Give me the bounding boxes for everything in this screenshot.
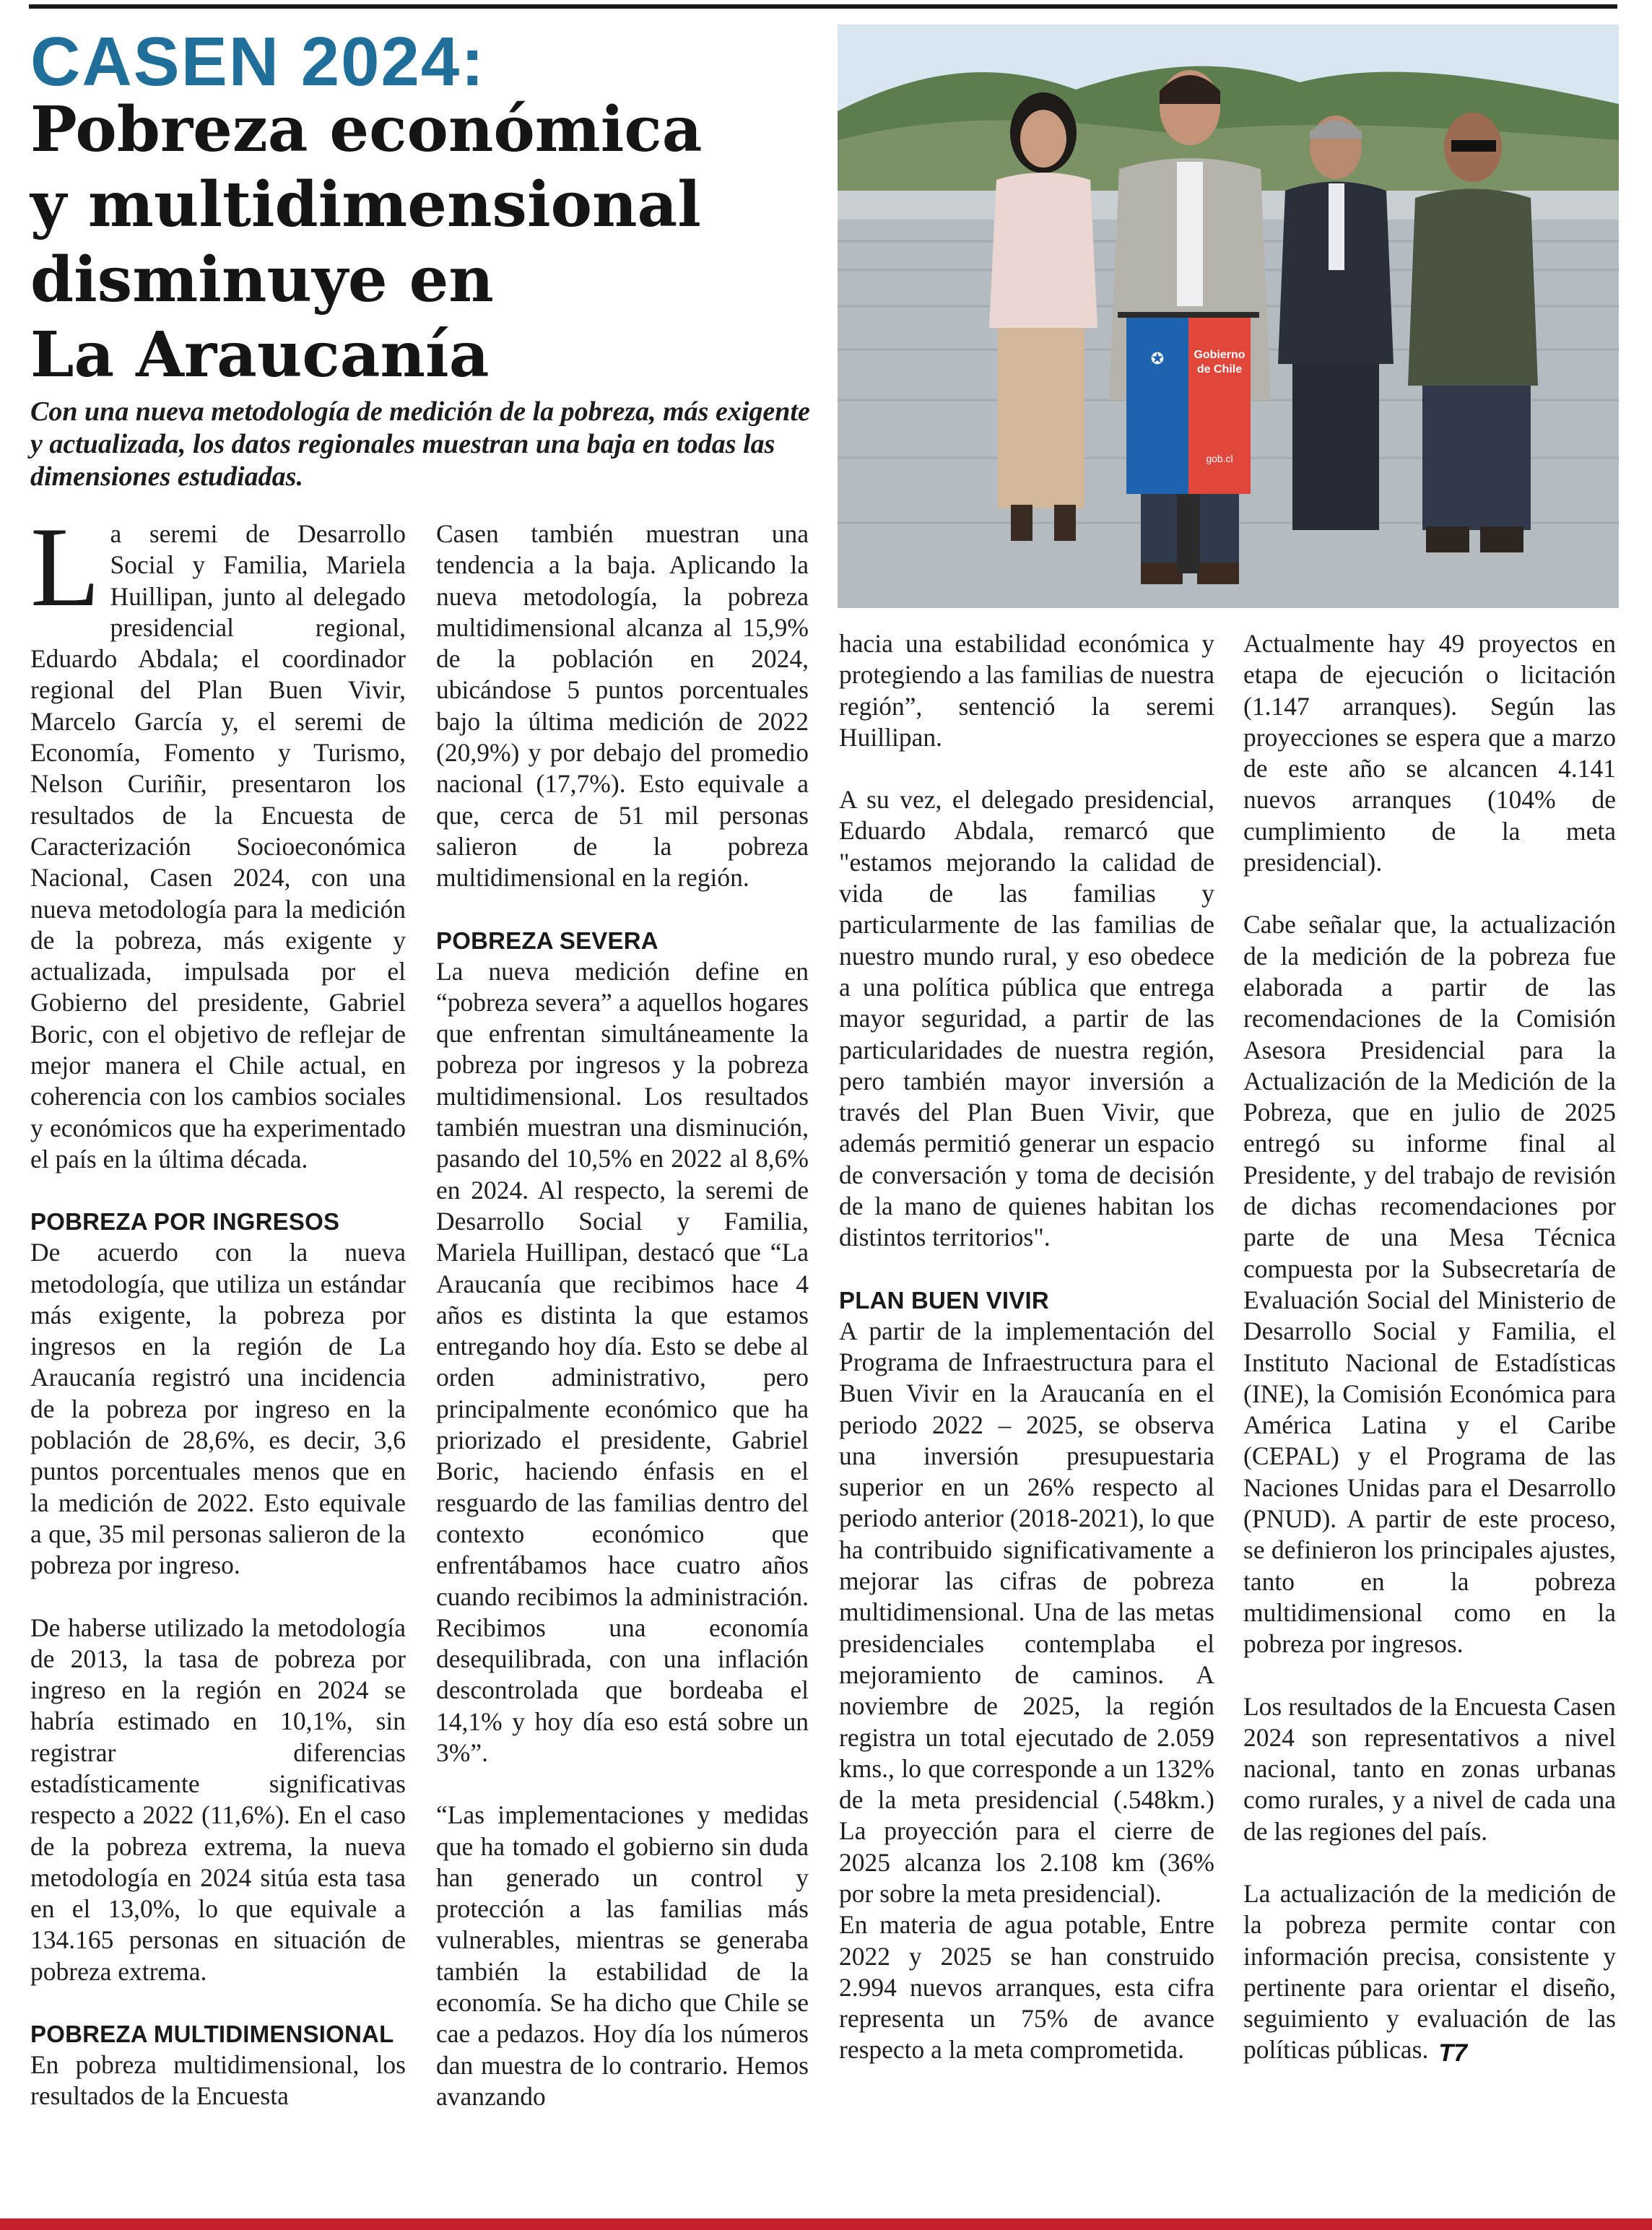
section-heading-buen-vivir: PLAN BUEN VIVIR bbox=[839, 1286, 1049, 1314]
headline bbox=[30, 92, 810, 393]
intro-text: a seremi de Desarrollo Social y Familia, Mariela Huillipan, junto al delegado presidencial regional, Eduardo Abdala; el coordinador regional del Plan Buen Vivir, Marcelo García y, el seremi de Economía, Fomento y Turismo, Nelson Curiñir, presentaron los resultados de la Encuesta de Caracterización Socioeconómica Nacional, Casen 2024, con una nueva metodología para la medición de la pobreza, más exigente y actualizada, impulsada por el Gobierno del presidente, Gabriel Boric, con el objetivo de reflejar de mejor manera el Chile actual, en coherencia con los cambios sociales y económicos que ha experimentado el país en la última década. bbox=[30, 519, 406, 1173]
press-conference-photo bbox=[838, 25, 1619, 608]
headline-line: Pobreza económica bbox=[30, 93, 703, 166]
body-paragraph: De haberse utilizado la metodología de 2013, la tasa de pobreza por ingreso en la región en 2024 se habría estimado en 10,1%, sin registrar diferencias estadísticamente significativas respecto a 2022 (11,6%). En el caso de la pobreza extrema, la nueva metodología en 2024 sitúa esta tasa en el 13,0%, lo que equivale a 134.165 personas en situación de pobreza extrema. bbox=[30, 1613, 406, 1986]
closing-paragraph bbox=[1243, 1878, 1616, 2066]
headline-line: y multidimensional bbox=[30, 168, 701, 241]
body-paragraph: De acuerdo con la nueva metodología, que utiliza un estándar más exigente, la pobreza por ingresos en la región de La Araucanía registró una incidencia de la pobreza por ingreso en la población de 28,6%, es decir, 3,6 puntos porcentuales menos que en la medición de 2022. Esto equivale a que, 35 mil personas salieron de la pobreza por ingreso. bbox=[30, 1238, 406, 1580]
kicker: CASEN 2024: bbox=[30, 23, 486, 100]
section-heading-ingresos: POBREZA POR INGRESOS bbox=[30, 1208, 340, 1236]
body-paragraph: hacia una estabilidad económica y protegiendo a las familias de nuestra región”, sentenció la seremi Huillipan. bbox=[839, 629, 1214, 752]
drop-cap: L bbox=[30, 504, 100, 630]
headline-line: disminuye en bbox=[30, 243, 494, 316]
body-paragraph: A partir de la implementación del Programa de Infraestructura para el Buen Vivir en la Araucanía en el periodo 2022 – 2025, se observa una inversión presupuestaria superior en un 26% respecto al periodo anterior (2018-2021), lo que ha contribuido significativamente a mejorar las cifras de pobreza multidimensional. Una de las metas presidenciales contemplaba el mejoramiento de caminos. A noviembre de 2025, la región registra un total ejecutado de 2.059 kms., lo que corresponde a un 132% de la meta presidencial (.548km.) La proyección para el cierre de 2025 alcanza los 2.108 km (36% por sobre la meta presidencial). bbox=[839, 1316, 1214, 1908]
publication-logo: T7 bbox=[1438, 2039, 1468, 2068]
svg-text:Gobierno: Gobierno bbox=[1194, 349, 1245, 361]
body-paragraph: Actualmente hay 49 proyectos en etapa de ejecución o licitación (1.147 arranques). Según las proyecciones se espera que a marzo de este año se alcancen 4.141 nuevos arranques (104% de cumplimiento de la meta presidencial). bbox=[1243, 629, 1616, 877]
body-paragraph: En materia de agua potable, Entre 2022 y 2025 se han construido 2.994 nuevos arranques, esta cifra representa un 75% de avance respecto a la meta comprometida. bbox=[839, 1910, 1214, 2065]
svg-text:gob.cl: gob.cl bbox=[1206, 453, 1233, 464]
headline-line: La Araucanía bbox=[30, 318, 490, 391]
bottom-rule bbox=[0, 2218, 1652, 2230]
svg-text:✪: ✪ bbox=[1150, 350, 1165, 368]
closing-text: La actualización de la medición de la pobreza permite contar con información precisa, consistente y pertinente para orientar el diseño, seguimiento y evaluación de las políticas públicas. bbox=[1243, 1878, 1616, 2065]
top-rule bbox=[29, 4, 1617, 9]
column-2 bbox=[436, 519, 809, 2112]
body-paragraph: En pobreza multidimensional, los resultados de la Encuesta bbox=[30, 2050, 406, 2111]
section-heading-severa: POBREZA SEVERA bbox=[436, 927, 658, 954]
body-paragraph: Cabe señalar que, la actualización de la medición de la pobreza fue elaborada a partir de las recomendaciones de la Comisión Asesora Presidencial para la Actualización de la Medición de la Pobreza, que en julio de 2025 entregó su informe final al Presidente, y del trabajo de revisión de dichas recomendaciones por parte de una Mesa Técnica compuesta por la Subsecretaría de Evaluación Social del Ministerio de Desarrollo Social y Familia, el Instituto Nacional de Estadísticas (INE), la Comisión Económica para América Latina y el Caribe (CEPAL) y el Programa de las Naciones Unidas para el Desarrollo (PNUD). A partir de este proceso, se definieron los principales ajustes, tanto en la pobreza multidimensional como en la pobreza por ingresos. bbox=[1243, 910, 1616, 1659]
svg-text:de Chile: de Chile bbox=[1196, 363, 1243, 376]
column-1 bbox=[30, 504, 406, 2112]
body-paragraph: Casen también muestran una tendencia a la baja. Aplicando la nueva metodología, la pobreza multidimensional alcanza al 15,9% de la población en 2024, ubicándose 5 puntos porcentuales bajo la última medición de 2022 (20,9%) y por debajo del promedio nacional (17,7%). Esto equivale a que, cerca de 51 mil personas salieron de la pobreza multidimensional en la región. bbox=[436, 519, 809, 893]
body-paragraph: A su vez, el delegado presidencial, Eduardo Abdala, remarcó que "estamos mejorando la calidad de vida de las familias y particularmente de las familias de nuestro mundo rural, y eso obedece a una política pública que entrega mayor seguridad, a partir de las particularidades de nuestra región, pero también mayor inversión a través del Plan Buen Vivir, que además permitió generar un espacio de conversación y toma de decisión de la mano de quienes habitan los distintos territorios". bbox=[839, 785, 1214, 1252]
column-4 bbox=[1243, 628, 1616, 2066]
quote-paragraph: “Las implementaciones y medidas que ha tomado el gobierno sin duda han generado un control y protección a las familias más vulnerables, mientras se generaba también la estabilidad de la economía. Se ha dicho que Chile se cae a pedazos. Hoy día los números dan muestra de lo contrario. Hemos avanzando bbox=[436, 1800, 809, 2111]
section-heading-multidimensional: POBREZA MULTIDIMENSIONAL bbox=[30, 2021, 394, 2048]
column-3 bbox=[839, 628, 1214, 2066]
body-paragraph: Los resultados de la Encuesta Casen 2024 son representativos a nivel nacional, tanto en zonas urbanas como rurales, y a nivel de cada una de las regiones del país. bbox=[1243, 1691, 1616, 1846]
lead-paragraph: Con una nueva metodología de medición de la pobreza, más exigente y actualizada, los datos regionales muestran una baja en todas las dimensiones estudiadas. bbox=[30, 396, 810, 492]
body-paragraph: La nueva medición define en “pobreza severa” a aquellos hogares que enfrentan simultáneamente la pobreza por ingresos y la pobreza multidimensional. Los resultados también muestran una disminución, pasando del 10,5% en 2022 al 8,6% en 2024. Al respecto, la seremi de Desarrollo Social y Familia, Mariela Huillipan, destacó que “La Araucanía que recibimos hace 4 años es distinta la que estamos entregando hoy día. Esto se debe al orden administrativo, pero principalmente económico que ha priorizado el presidente, Gabriel Boric, haciendo énfasis en el resguardo de las familias dentro del contexto económico que enfrentábamos hace cuatro años cuando recibimos la administración. Recibimos una economía desequilibrada, con una inflación descontrolada que bordeaba el 14,1% y hoy día eso está sobre un 3%”. bbox=[436, 956, 809, 1767]
intro-paragraph bbox=[30, 504, 406, 1175]
